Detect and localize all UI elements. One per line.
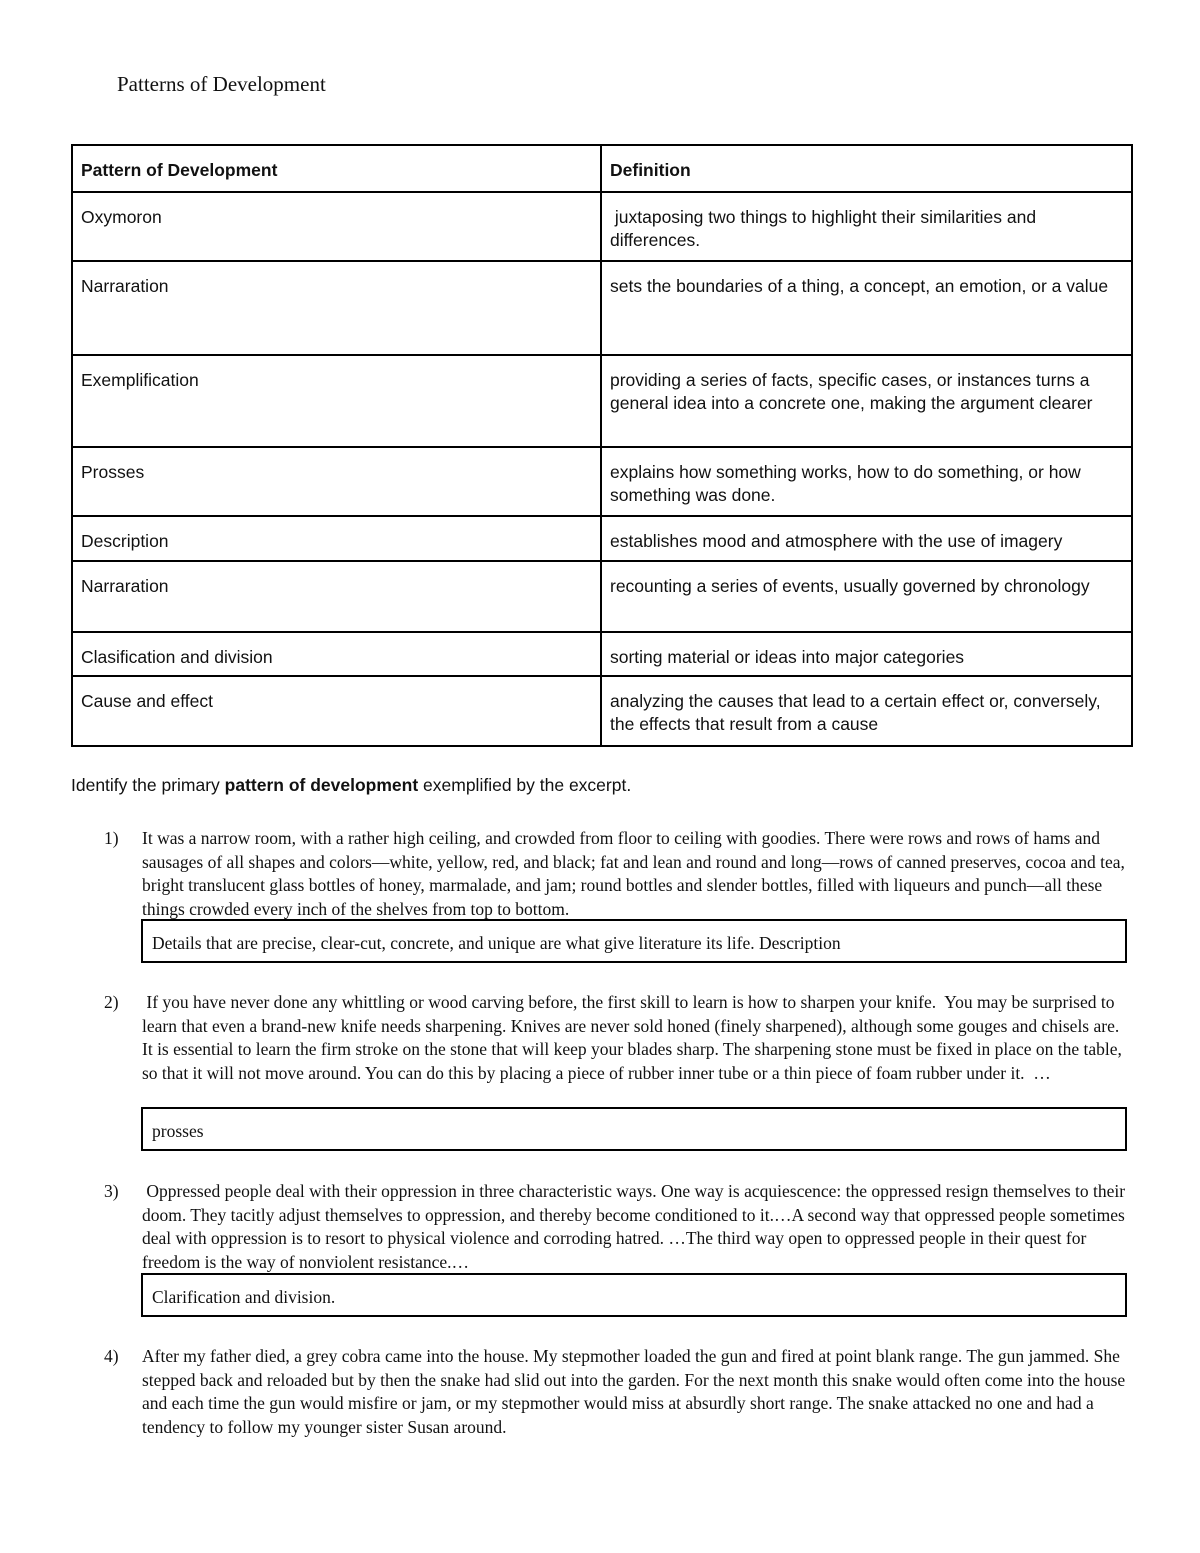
- question-number: 4): [104, 1346, 119, 1366]
- instruction-after: exemplified by the excerpt.: [418, 775, 632, 795]
- page-title: Patterns of Development: [117, 72, 326, 96]
- definition-cell: explains how something works, how to do something, or how something was done.: [601, 447, 1132, 516]
- table-header-row: [72, 145, 1132, 192]
- pattern-cell: Narraration: [72, 261, 601, 355]
- definition-cell: analyzing the causes that lead to a certain effect or, conversely, the effects that result from a cause: [601, 676, 1132, 746]
- instruction-bold: pattern of development: [224, 775, 419, 795]
- header-pattern: Pattern of Development: [72, 145, 601, 192]
- question-number: 1): [104, 828, 119, 848]
- table-row: [72, 447, 1132, 516]
- question-number: 2): [104, 992, 119, 1012]
- table-row: [72, 355, 1132, 447]
- pattern-cell: Description: [72, 516, 601, 561]
- table-row: [72, 516, 1132, 561]
- answer-box-2[interactable]: prosses: [141, 1107, 1127, 1151]
- question-number: 3): [104, 1181, 119, 1201]
- question-excerpt: It was a narrow room, with a rather high ceiling, and crowded from floor to ceiling with goodies. There were rows and rows of hams and sausages of all shapes and colors—white, yellow, red, and black; fat and lean and round and long—rows of canned preserves, cocoa and tea, bright translucent glass bottles of honey, marmalade, and jam; round bottles and slender bottles, filled with liqueurs and punch—all these things crowded every inch of the shelves from top to bottom.: [142, 828, 1125, 919]
- pattern-cell: Cause and effect: [72, 676, 601, 746]
- question-1: [104, 827, 1134, 921]
- pattern-cell: Narraration: [72, 561, 601, 632]
- answer-box-1[interactable]: Details that are precise, clear-cut, concrete, and unique are what give literature its life. Description: [141, 919, 1127, 963]
- definition-cell: establishes mood and atmosphere with the use of imagery: [601, 516, 1132, 561]
- pattern-cell: Exemplification: [72, 355, 601, 447]
- definition-cell: sets the boundaries of a thing, a concept, an emotion, or a value: [601, 261, 1132, 355]
- pattern-cell: Prosses: [72, 447, 601, 516]
- question-excerpt: If you have never done any whittling or wood carving before, the first skill to learn is how to sharpen your knife. You may be surprised to learn that even a brand-new knife needs sharpening. Knives are never sold honed (finely sharpened), although some gouges and chisels are. It is essential to learn the firm stroke on the stone that will keep your blades sharp. The sharpening stone must be fixed in place on the table, so that it will not move around. You can do this by placing a piece of rubber inner tube or a thin piece of foam rubber under it. …: [142, 992, 1127, 1083]
- table-row: [72, 676, 1132, 746]
- pattern-cell: Oxymoron: [72, 192, 601, 261]
- definition-cell: sorting material or ideas into major categories: [601, 632, 1132, 676]
- question-2: [104, 991, 1134, 1085]
- header-definition: Definition: [601, 145, 1132, 192]
- question-excerpt: Oppressed people deal with their oppression in three characteristic ways. One way is acquiescence: the oppressed resign themselves to their doom. They tacitly adjust themselves to oppression, and thereby become conditioned to it.…A second way that oppressed people sometimes deal with oppression is to resort to physical violence and corroding hatred. …The third way open to oppressed people in their quest for freedom is the way of nonviolent resistance.…: [142, 1181, 1130, 1272]
- table-row: [72, 192, 1132, 261]
- patterns-table: [71, 144, 1133, 747]
- instruction-text: [71, 775, 631, 796]
- pattern-cell: Clasification and division: [72, 632, 601, 676]
- table-row: [72, 261, 1132, 355]
- question-3: [104, 1180, 1134, 1274]
- definition-cell: juxtaposing two things to highlight their similarities and differences.: [601, 192, 1132, 261]
- table-row: [72, 561, 1132, 632]
- question-4: [104, 1345, 1134, 1439]
- definition-cell: providing a series of facts, specific cases, or instances turns a general idea into a concrete one, making the argument clearer: [601, 355, 1132, 447]
- question-excerpt: After my father died, a grey cobra came into the house. My stepmother loaded the gun and fired at point blank range. The gun jammed. She stepped back and reloaded but by then the snake had slid out into the garden. For the next month this snake would often come into the house and each time the gun would misfire or jam, or my stepmother would miss at absurdly short range. The snake attacked no one and had a tendency to follow my younger sister Susan around.: [142, 1346, 1126, 1437]
- table-row: [72, 632, 1132, 676]
- instruction-before: Identify the primary: [71, 775, 225, 795]
- answer-box-3[interactable]: Clarification and division.: [141, 1273, 1127, 1317]
- definition-cell: recounting a series of events, usually governed by chronology: [601, 561, 1132, 632]
